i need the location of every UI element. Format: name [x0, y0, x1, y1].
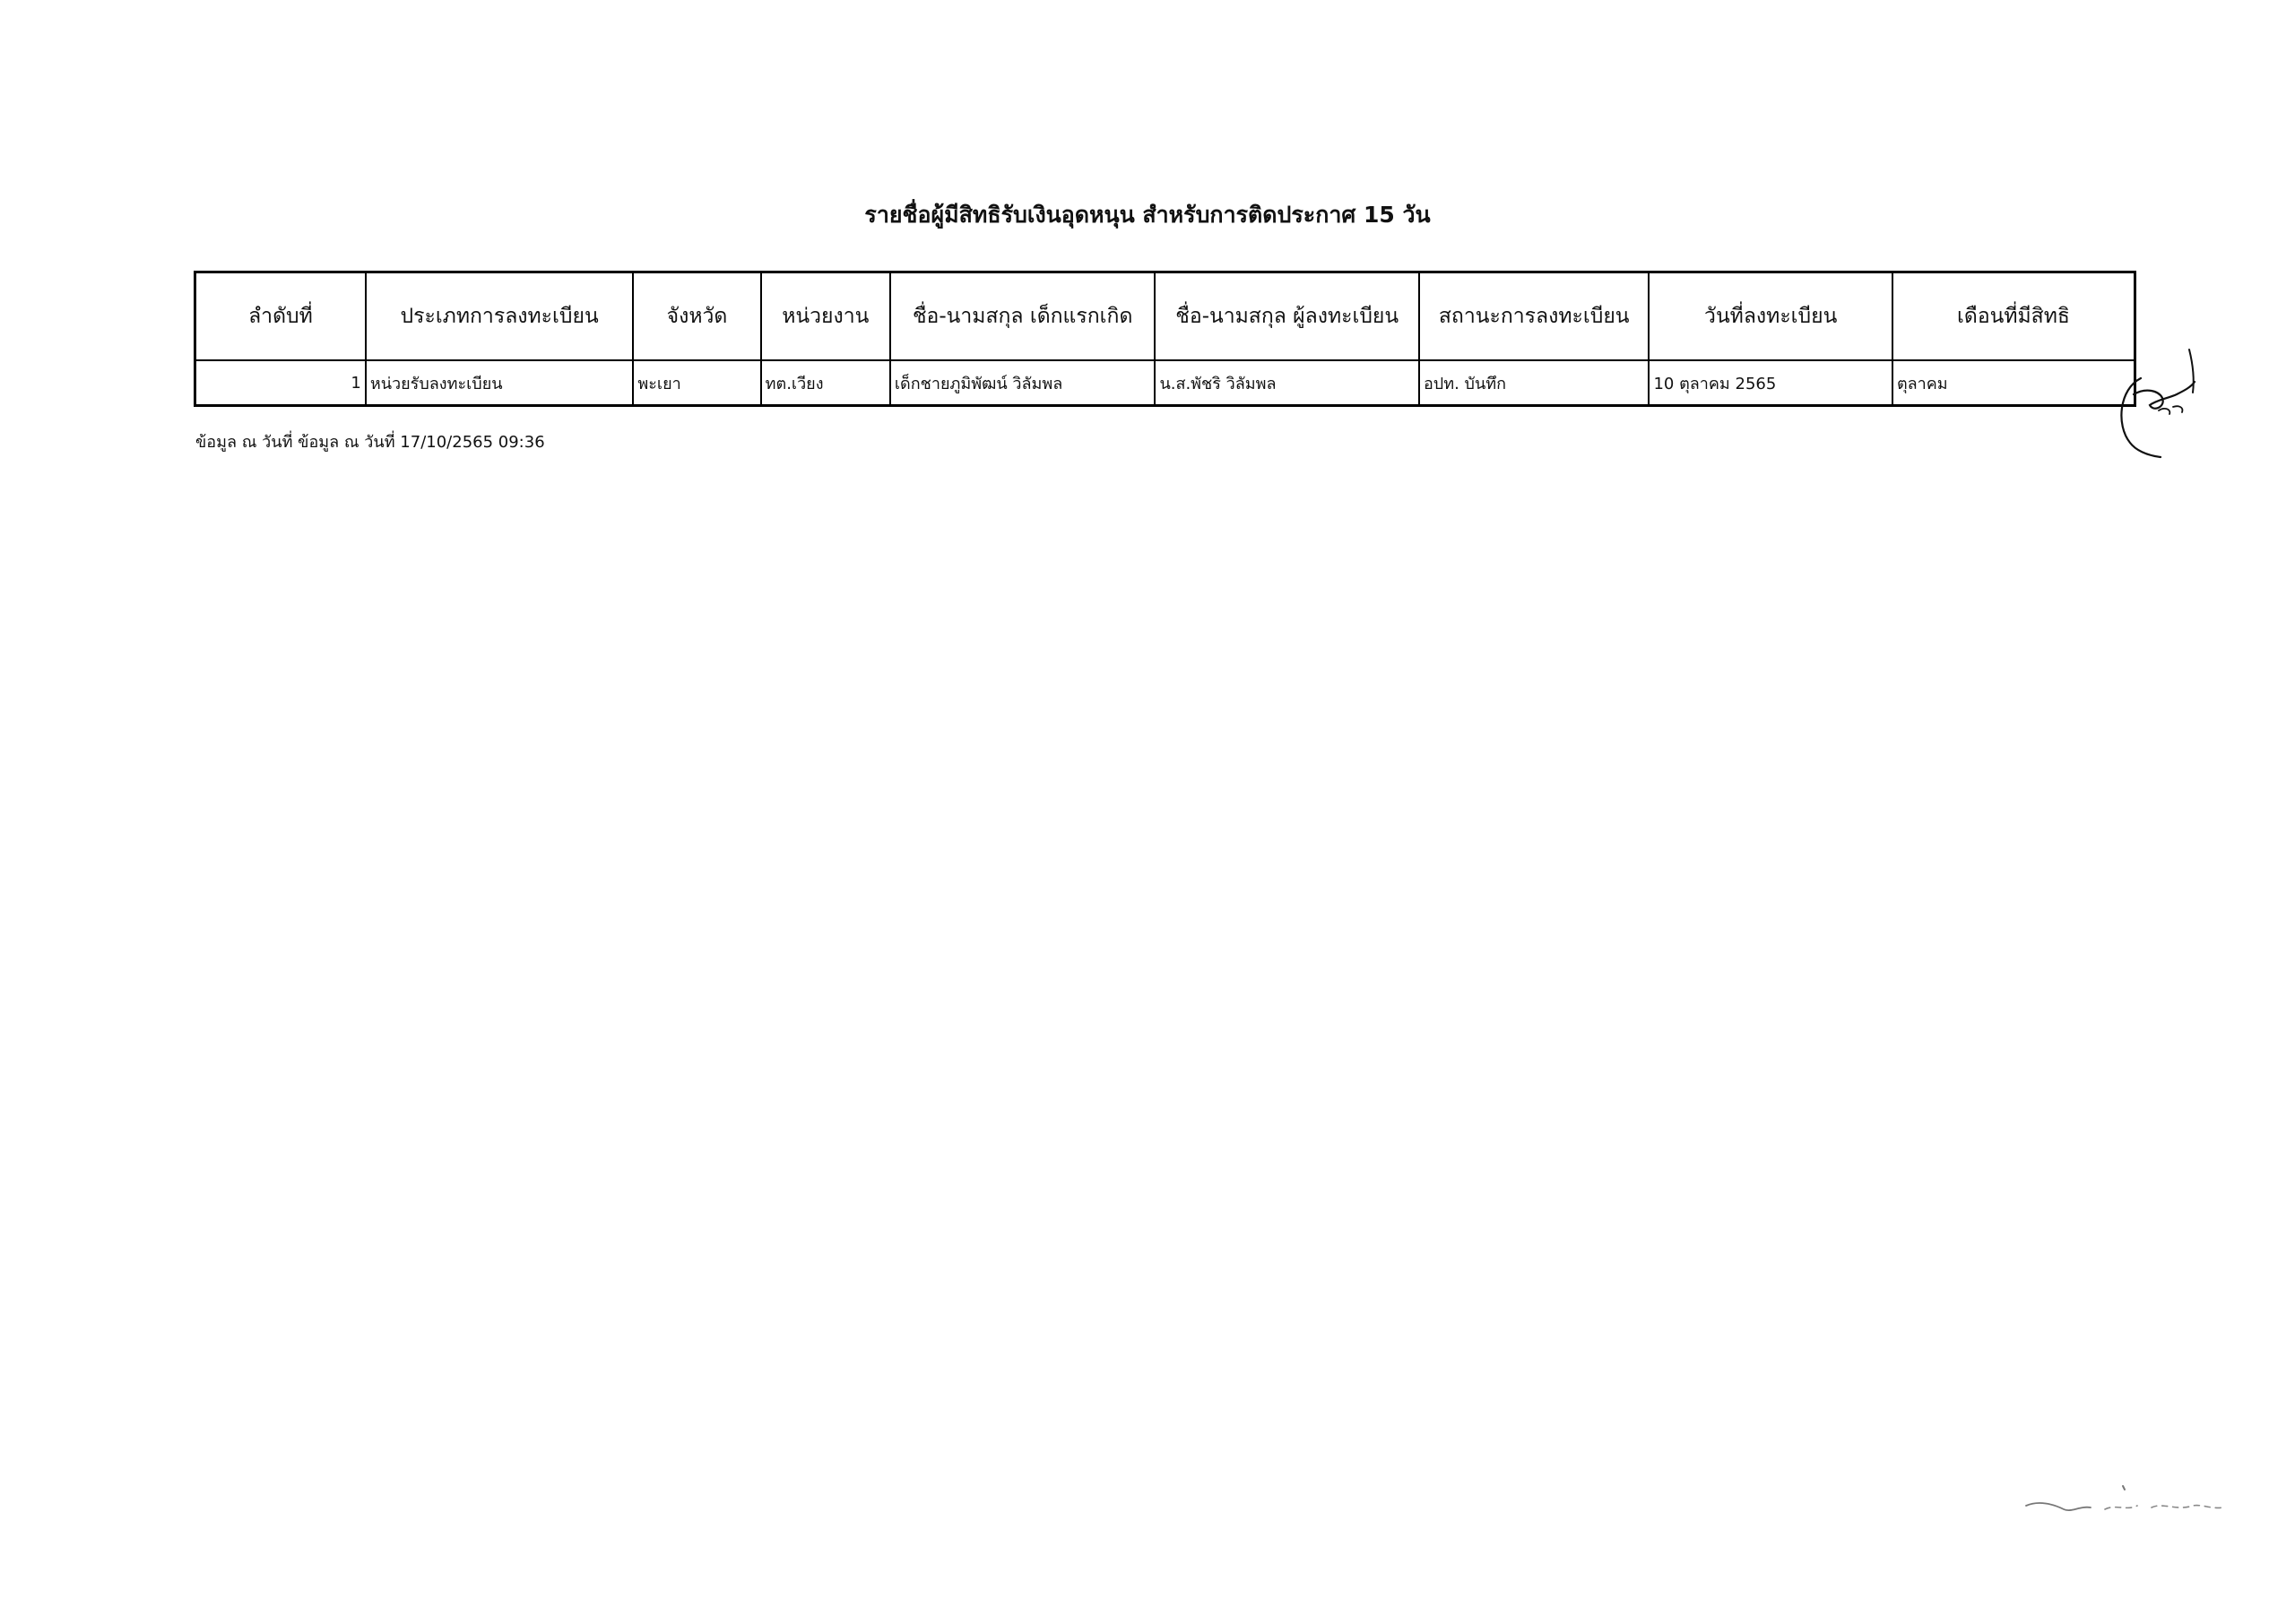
cell-status: อปท. บันทึก [1419, 360, 1649, 406]
cell-registration-type: หน่วยรับลงทะเบียน [366, 360, 634, 406]
table-row [195, 360, 2135, 406]
header-child-name: ชื่อ-นามสกุล เด็กแรกเกิด [890, 272, 1156, 361]
page-title: รายชื่อผู้มีสิทธิรับเงินอุดหนุน สำหรับการติดประกาศ 15 วัน [864, 202, 1431, 228]
header-registrant-name: ชื่อ-นามสกุล ผู้ลงทะเบียน [1155, 272, 1419, 361]
header-status: สถานะการลงทะเบียน [1419, 272, 1649, 361]
header-agency: หน่วยงาน [761, 272, 890, 361]
header-order: ลำดับที่ [195, 272, 366, 361]
beneficiary-table [194, 271, 2136, 407]
footer-handwriting [2017, 1479, 2241, 1533]
header-registration-date: วันที่ลงทะเบียน [1649, 272, 1892, 361]
cell-order: 1 [195, 360, 366, 406]
header-province: จังหวัด [633, 272, 760, 361]
cell-registration-date: 10 ตุลาคม 2565 [1649, 360, 1892, 406]
cell-province: พะเยา [633, 360, 760, 406]
table-header-row [195, 272, 2135, 361]
data-timestamp: ข้อมูล ณ วันที่ ข้อมูล ณ วันที่ 17/10/2565 09:36 [195, 433, 545, 452]
cell-eligible-month: ตุลาคม [1892, 360, 2135, 406]
cell-child-name: เด็กชายภูมิพัฒน์ วิลัมพล [890, 360, 1156, 406]
header-registration-type: ประเภทการลงทะเบียน [366, 272, 634, 361]
cell-agency: ทต.เวียง [761, 360, 890, 406]
handwritten-signature [2110, 342, 2209, 477]
cell-registrant-name: น.ส.พัชริ วิลัมพล [1155, 360, 1419, 406]
header-eligible-month: เดือนที่มีสิทธิ [1892, 272, 2135, 361]
